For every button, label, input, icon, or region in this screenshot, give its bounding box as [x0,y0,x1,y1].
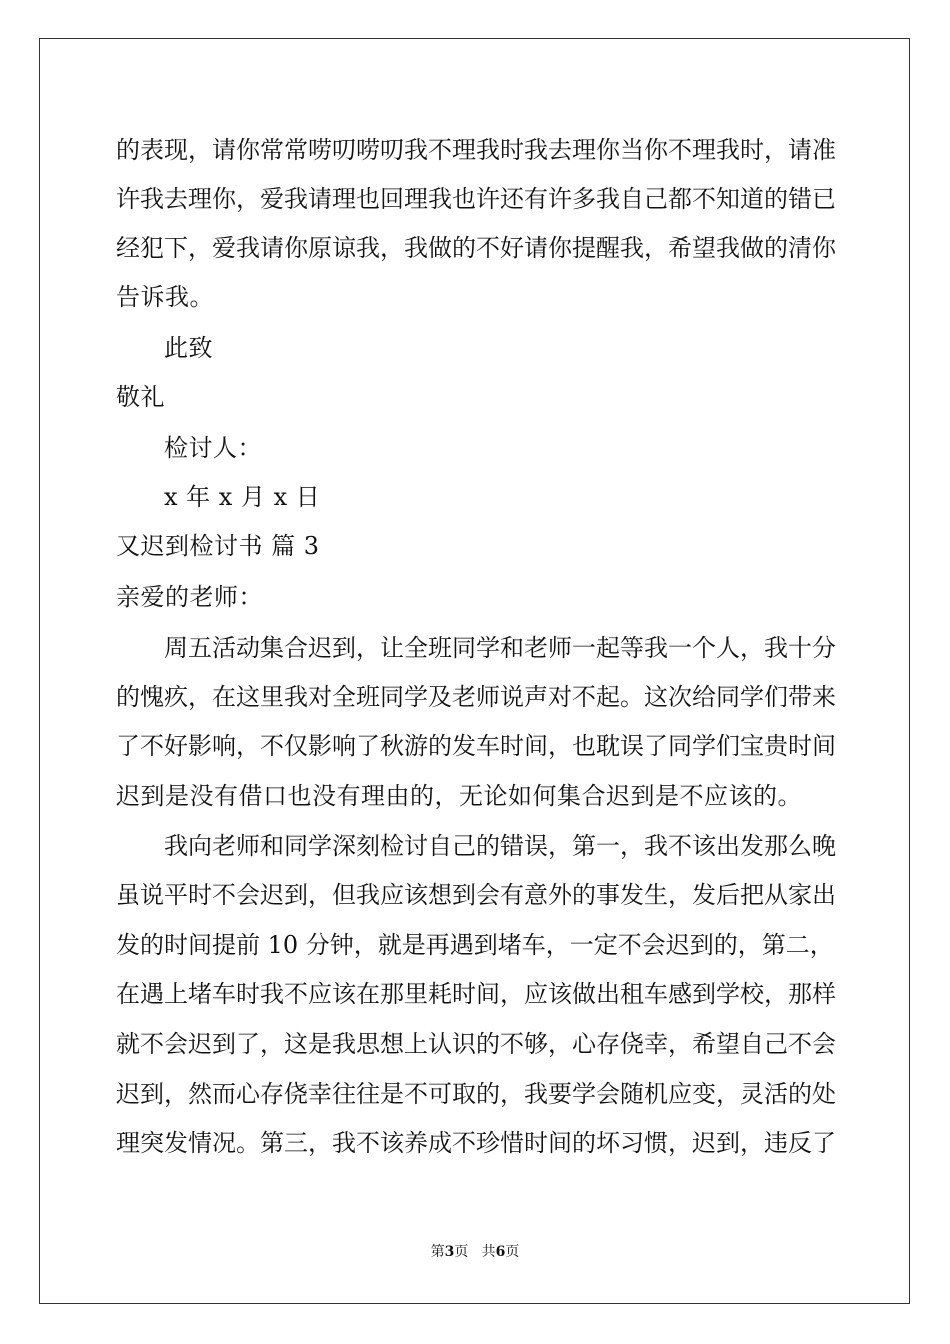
section-title: 又迟到检讨书 篇 3 [116,532,320,560]
text-line: 的愧疚，在这里我对全班同学及老师说声对不起。这次给同学们带来 [116,683,836,711]
text-line: 虽说平时不会迟到，但我应该想到会有意外的事发生，发后把从家出 [116,881,836,909]
text-line: 周五活动集合迟到，让全班同学和老师一起等我一个人，我十分 [164,634,836,662]
text-line: 就不会迟到了，这是我思想上认识的不够，心存侥幸，希望自己不会 [116,1030,836,1058]
footer-page-total: 6 [495,1244,506,1260]
page-footer [0,1243,950,1261]
greeting: 亲爱的老师： [116,583,263,611]
text-line: 发的时间提前 10 分钟，就是再遇到堵车，一定不会迟到的，第二， [116,931,834,959]
text-line: 迟到是没有借口也没有理由的，无论如何集合迟到是不应该的。 [116,782,802,810]
text-line: 了不好影响，不仅影响了秋游的发车时间，也耽误了同学们宝贵时间 [116,732,836,760]
text-line: 许我去理你，爱我请理也回理我也许还有许多我自己都不知道的错已 [116,185,836,213]
closing-respect: 敬礼 [116,383,165,411]
text-line: 经犯下，爱我请你原谅我，我做的不好请你提醒我，希望我做的清你 [116,234,836,262]
date-line: x 年 x 月 x 日 [164,483,321,511]
text-line: 理突发情况。第三，我不该养成不珍惜时间的坏习惯，迟到，违反了 [116,1129,836,1157]
footer-page-suffix: 页 [454,1244,469,1260]
footer-total-prefix: 共 [481,1244,496,1260]
footer-total-suffix: 页 [505,1244,520,1260]
closing-salutation: 此致 [164,334,213,362]
text-line: 我向老师和同学深刻检讨自己的错误，第一，我不该出发那么晚 [164,832,836,860]
page-border [39,38,910,1304]
footer-page-current: 3 [444,1244,455,1260]
text-line: 的表现，请你常常唠叨唠叨我不理我时我去理你当你不理我时，请准 [116,136,836,164]
signature-label: 检讨人： [164,434,262,462]
text-line: 告诉我。 [116,283,214,311]
text-line: 在遇上堵车时我不应该在那里耗时间，应该做出租车感到学校，那样 [116,980,836,1008]
footer-page-prefix: 第 [430,1244,445,1260]
text-line: 迟到，然而心存侥幸往往是不可取的，我要学会随机应变，灵活的处 [116,1080,836,1108]
